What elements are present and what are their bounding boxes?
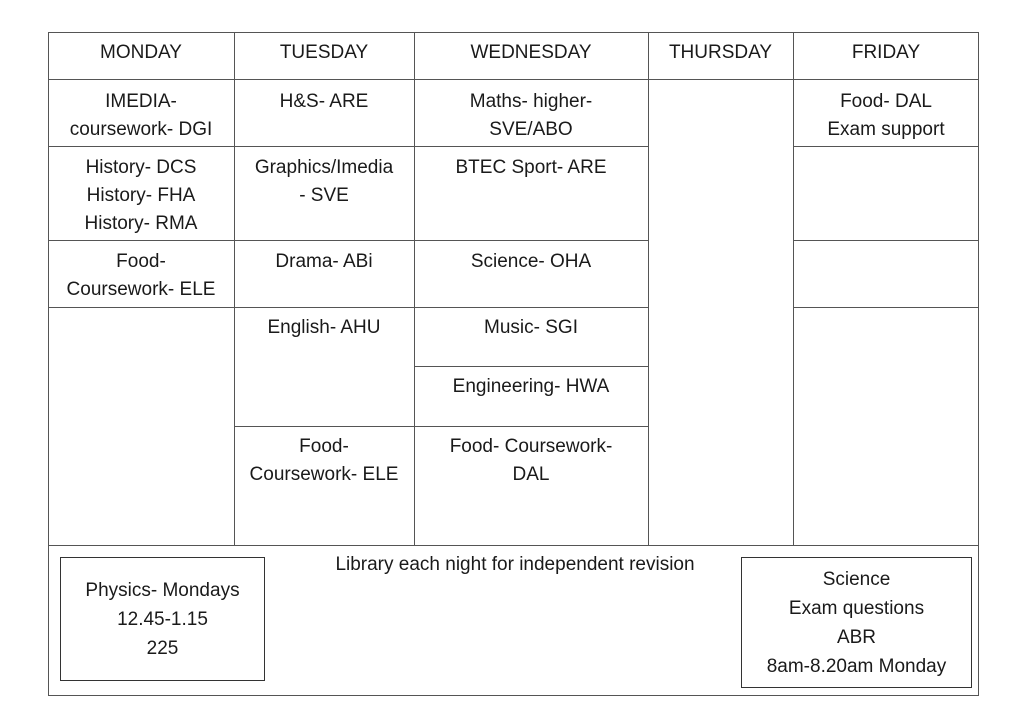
wednesday-session: Engineering- HWA [452,376,610,397]
physics-session-box: Physics- Mondays 12.45-1.15 225 [60,557,265,681]
row-divider [48,146,234,147]
row-divider [234,146,414,147]
row-divider [48,240,234,241]
row-divider [234,240,414,241]
row-divider [793,146,979,147]
header-friday: FRIDAY [851,42,921,63]
wednesday-session: BTEC Sport- ARE [455,157,607,178]
row-divider [414,426,648,427]
tuesday-session: Drama- ABi [275,251,373,272]
science-session-box: Science Exam questions ABR 8am-8.20am Monday [741,557,972,688]
grid-bottom-divider [48,545,979,546]
header-divider [48,79,979,80]
row-divider [234,307,414,308]
row-divider [48,307,234,308]
wednesday-session: Science- OHA [470,251,592,272]
friday-session: Food- DAL Exam support [827,91,945,140]
row-divider [234,426,414,427]
header-monday: MONDAY [100,42,182,63]
tuesday-session: Graphics/Imedia - SVE [254,157,394,206]
library-note: Library each night for independent revision [335,554,695,575]
tuesday-session: English- AHU [267,317,381,338]
wednesday-session: Food- Coursework- DAL [449,436,613,485]
wednesday-session: Music- SGI [484,317,578,338]
row-divider [793,307,979,308]
monday-session: History- DCS History- FHA History- RMA [84,157,198,234]
monday-session: Food- Coursework- ELE [66,251,216,300]
tuesday-session: H&S- ARE [279,91,369,112]
wednesday-session: Maths- higher- SVE/ABO [469,91,593,140]
row-divider [793,240,979,241]
row-divider [414,146,648,147]
column-divider [648,32,649,546]
row-divider [414,240,648,241]
header-wednesday: WEDNESDAY [470,42,592,63]
tuesday-session: Food- Coursework- ELE [249,436,399,485]
monday-session: IMEDIA- coursework- DGI [69,91,213,140]
row-divider [414,307,648,308]
header-thursday: THURSDAY [668,42,773,63]
row-divider [414,366,648,367]
header-tuesday: TUESDAY [279,42,369,63]
